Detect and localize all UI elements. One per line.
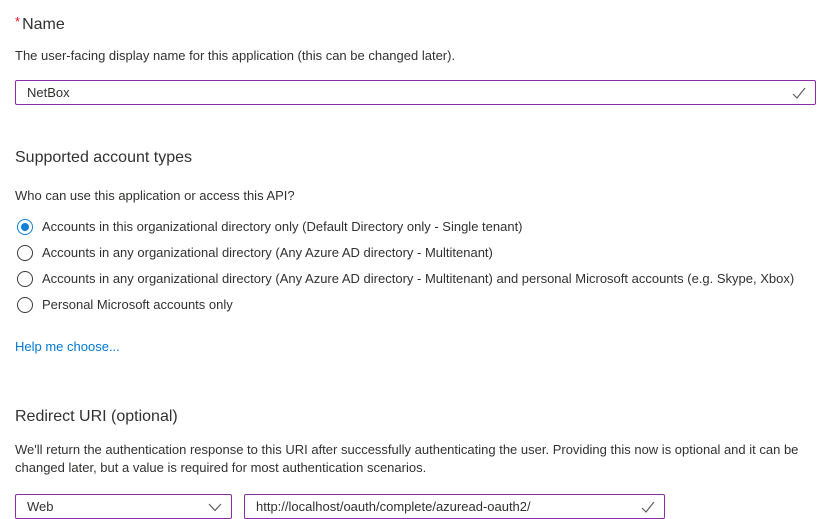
radio-option-label: Accounts in any organizational directory (Any Azure AD directory - Multitenant) and personal Microsoft accounts (e.g. Skype, Xbox)	[42, 271, 795, 286]
required-asterisk: *	[15, 14, 21, 29]
account-type-radio-group	[15, 214, 816, 318]
help-me-choose-link[interactable]: Help me choose...	[15, 339, 120, 354]
chevron-down-icon	[208, 501, 222, 513]
redirect-uri-section	[15, 406, 816, 519]
radio-option-label: Personal Microsoft accounts only	[42, 297, 233, 312]
account-types-section	[15, 147, 816, 356]
name-input[interactable]	[16, 81, 815, 104]
redirect-uri-input-wrapper	[244, 494, 665, 519]
radio-option-label: Accounts in any organizational directory (Any Azure AD directory - Multitenant)	[42, 245, 493, 260]
platform-select-value: Web	[27, 499, 54, 514]
radio-button-icon[interactable]	[17, 245, 33, 261]
redirect-uri-description: We'll return the authentication response to this URI after successfully authenticating the user. Providing this now is optional and it can be changed later, but a value is required for most authentication scenarios.	[15, 442, 799, 475]
radio-option-label: Accounts in this organizational directory only (Default Directory only - Single tenant)	[42, 219, 523, 234]
radio-option-single-tenant[interactable]	[15, 214, 816, 240]
name-description: The user-facing display name for this application (this can be changed later).	[15, 48, 456, 63]
name-label: Name	[22, 16, 65, 33]
name-input-wrapper	[15, 80, 816, 105]
platform-select[interactable]	[15, 494, 232, 519]
radio-button-icon[interactable]	[17, 297, 33, 313]
redirect-uri-title: Redirect URI (optional)	[15, 408, 178, 425]
redirect-uri-row	[15, 494, 816, 519]
account-types-title: Supported account types	[15, 149, 193, 166]
radio-button-icon[interactable]	[17, 219, 33, 235]
radio-option-personal-only[interactable]	[15, 292, 816, 318]
radio-option-multitenant-personal[interactable]	[15, 266, 816, 292]
name-section	[15, 11, 816, 105]
radio-option-multitenant[interactable]	[15, 240, 816, 266]
redirect-uri-input[interactable]	[245, 495, 664, 518]
name-section-title	[15, 11, 816, 35]
account-types-question: Who can use this application or access this API?	[15, 188, 295, 203]
radio-button-icon[interactable]	[17, 271, 33, 287]
